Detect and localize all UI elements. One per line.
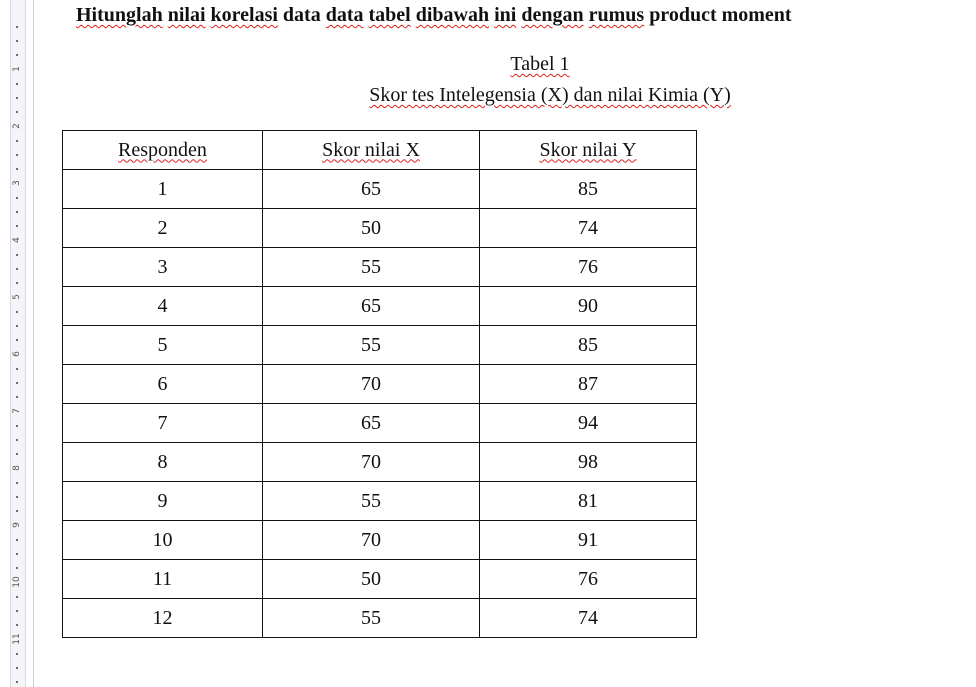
ruler-tick (16, 97, 18, 99)
ruler-tick (16, 368, 18, 370)
ruler-tick (16, 211, 18, 213)
column-header-skor-y: Skor nilai Y (480, 131, 697, 170)
heading-word: moment (721, 4, 792, 26)
cell-skor-y: 91 (480, 521, 697, 560)
cell-skor-y: 85 (480, 170, 697, 209)
ruler-tick (16, 111, 18, 113)
heading-word: dibawah (415, 4, 490, 26)
ruler-tick (16, 681, 18, 683)
cell-skor-y: 90 (480, 287, 697, 326)
column-header-skor-x: Skor nilai X (263, 131, 480, 170)
cell-skor-y: 76 (480, 560, 697, 599)
cell-skor-y: 94 (480, 404, 697, 443)
caption-title-text: Tabel 1 (510, 53, 570, 75)
ruler-number: 1 (12, 66, 22, 72)
cell-skor-y: 74 (480, 209, 697, 248)
ruler-tick (16, 624, 18, 626)
table-row (63, 326, 697, 365)
table-row (63, 365, 697, 404)
heading-word: nilai (167, 4, 206, 26)
cell-skor-x: 55 (263, 248, 480, 287)
cell-skor-y: 76 (480, 248, 697, 287)
table-row (63, 404, 697, 443)
ruler-number: 10 (12, 576, 22, 588)
cell-skor-x: 65 (263, 170, 480, 209)
ruler-tick (16, 140, 18, 142)
ruler-number: 9 (12, 522, 22, 528)
ruler-tick (16, 40, 18, 42)
heading-word: product (649, 4, 717, 26)
ruler-tick (16, 168, 18, 170)
cell-responden: 6 (63, 365, 263, 404)
table-body (63, 170, 697, 638)
heading-word: korelasi (210, 4, 278, 26)
cell-responden: 4 (63, 287, 263, 326)
ruler-number: 5 (12, 294, 22, 300)
cell-skor-y: 98 (480, 443, 697, 482)
ruler-tick (16, 54, 18, 56)
ruler-tick (16, 339, 18, 341)
ruler-number: 2 (12, 123, 22, 129)
ruler-number: 3 (12, 180, 22, 186)
cell-skor-x: 65 (263, 404, 480, 443)
table-row (63, 209, 697, 248)
ruler-tick (16, 425, 18, 427)
ruler-tick (16, 610, 18, 612)
heading-word: rumus (588, 4, 645, 26)
ruler-tick (16, 653, 18, 655)
cell-skor-y: 85 (480, 326, 697, 365)
ruler-tick (16, 510, 18, 512)
ruler-tick (16, 396, 18, 398)
question-heading (76, 2, 792, 28)
cell-skor-x: 65 (263, 287, 480, 326)
table-row (63, 599, 697, 638)
ruler-number: 6 (12, 351, 22, 357)
ruler-number: 8 (12, 465, 22, 471)
ruler-tick (16, 667, 18, 669)
data-table (62, 130, 697, 638)
caption-subtitle-text: Skor tes Intelegensia (X) dan nilai Kimia (Y) (369, 84, 731, 106)
ruler-tick (16, 268, 18, 270)
ruler-tick (16, 26, 18, 28)
cell-skor-x: 55 (263, 326, 480, 365)
table-caption-subtitle (345, 83, 755, 107)
ruler-tick (16, 496, 18, 498)
ruler-tick (16, 482, 18, 484)
ruler-tick (16, 154, 18, 156)
cell-responden: 12 (63, 599, 263, 638)
table-header-row (63, 131, 697, 170)
table-row (63, 521, 697, 560)
heading-word: dengan (521, 4, 584, 26)
cell-skor-x: 55 (263, 599, 480, 638)
ruler-tick (16, 382, 18, 384)
cell-responden: 5 (63, 326, 263, 365)
table-row (63, 560, 697, 599)
table-row (63, 170, 697, 209)
cell-responden: 8 (63, 443, 263, 482)
ruler-tick (16, 225, 18, 227)
ruler-tick (16, 197, 18, 199)
ruler-number: 4 (12, 237, 22, 243)
ruler-tick (16, 567, 18, 569)
cell-responden: 2 (63, 209, 263, 248)
ruler-tick (16, 325, 18, 327)
cell-skor-y: 87 (480, 365, 697, 404)
cell-responden: 11 (63, 560, 263, 599)
cell-responden: 3 (63, 248, 263, 287)
vertical-ruler[interactable] (0, 0, 34, 687)
ruler-tick (16, 83, 18, 85)
ruler-number: 7 (12, 408, 22, 414)
cell-skor-x: 70 (263, 365, 480, 404)
ruler-tick (16, 282, 18, 284)
cell-responden: 10 (63, 521, 263, 560)
cell-responden: 9 (63, 482, 263, 521)
cell-skor-y: 81 (480, 482, 697, 521)
ruler-tick (16, 453, 18, 455)
heading-word: Hitunglah (76, 4, 163, 26)
ruler-tick (16, 254, 18, 256)
cell-skor-x: 70 (263, 521, 480, 560)
ruler-tick (16, 539, 18, 541)
cell-responden: 1 (63, 170, 263, 209)
table-caption-title (440, 52, 640, 76)
table-row (63, 287, 697, 326)
cell-skor-x: 50 (263, 209, 480, 248)
cell-skor-x: 55 (263, 482, 480, 521)
cell-skor-x: 70 (263, 443, 480, 482)
cell-skor-x: 50 (263, 560, 480, 599)
cell-skor-y: 74 (480, 599, 697, 638)
table-row (63, 482, 697, 521)
heading-word: data (282, 4, 321, 26)
ruler-tick (16, 553, 18, 555)
table-row (63, 248, 697, 287)
ruler-tick (16, 311, 18, 313)
column-header-responden: Responden (63, 131, 263, 170)
heading-word: data (325, 4, 364, 26)
ruler-tick (16, 439, 18, 441)
table-row (63, 443, 697, 482)
heading-word: ini (494, 4, 517, 26)
ruler-tick (16, 596, 18, 598)
heading-word: tabel (368, 4, 411, 26)
cell-responden: 7 (63, 404, 263, 443)
ruler-number: 11 (12, 633, 22, 645)
